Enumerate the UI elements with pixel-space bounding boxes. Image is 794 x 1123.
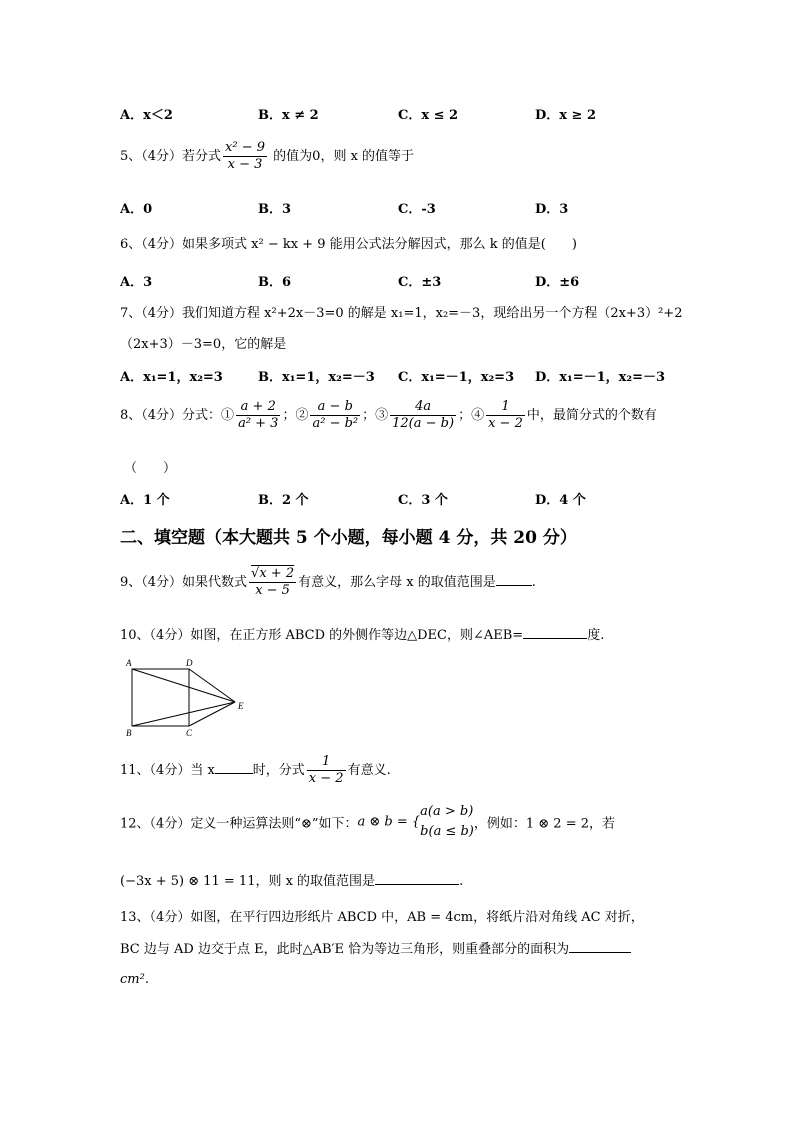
square-triangle-figure — [122, 655, 252, 740]
question-13-line-1: 13、（4分）如图，在平行四边形纸片 ABCD 中，AB = 4cm，将纸片沿对角线 AC 对折， — [120, 910, 644, 925]
square-abcd — [132, 669, 189, 726]
q7-option-b: B．x₁=1，x₂=－3 — [258, 370, 375, 385]
q9-numerator: √x + 2 — [251, 566, 295, 581]
q9-suffix: 有意义，那么字母 x 的取值范围是 — [298, 575, 496, 590]
question-13-unit: cm². — [120, 972, 149, 987]
question-10 — [120, 624, 604, 643]
q10-end: 度. — [587, 628, 605, 643]
question-11 — [120, 754, 391, 787]
q11-answer-blank[interactable] — [215, 761, 253, 774]
q9-fraction — [249, 566, 296, 599]
q11-mid: 时，分式 — [252, 763, 305, 778]
q4-option-a: A．x＜2 — [120, 108, 173, 123]
q8-f4-numerator: 1 — [501, 399, 510, 414]
q12-condition: (−3x + 5) ⊗ 11 = 11，则 x 的取值范围是 — [120, 874, 376, 889]
q7-option-a: A．x₁=1，x₂=3 — [120, 370, 223, 385]
q8-f2-numerator: a − b — [317, 399, 353, 414]
q11-suffix: 有意义. — [347, 763, 391, 778]
q5-suffix: 的值为0，则 x 的值等于 — [273, 149, 415, 164]
q11-prefix: 11、（4分）当 x — [120, 763, 215, 778]
q8-f2-denominator: a² − b² — [312, 416, 359, 431]
q8-option-b: B．2 个 — [258, 493, 309, 508]
q5-prefix: 5、（4分）若分式 — [120, 149, 222, 164]
q5-option-d: D．3 — [535, 202, 569, 217]
q5-denominator: x − 3 — [223, 156, 267, 173]
label-b: B — [126, 728, 132, 738]
q8-mark-3: ；③ — [362, 408, 389, 423]
q8-fraction-1 — [236, 399, 280, 432]
q8-prefix: 8、（4分）分式： — [120, 408, 222, 423]
q8-f3-numerator: 4a — [415, 399, 432, 414]
edge-ce — [189, 702, 235, 726]
q10-prefix: 10、（4分）如图，在正方形 ABCD 的外侧作等边△DEC，则∠AEB= — [120, 628, 524, 643]
q11-fraction — [307, 754, 346, 787]
q8-fraction-3 — [390, 399, 456, 432]
q8-option-a: A．1 个 — [120, 493, 170, 508]
edge-de — [189, 669, 235, 702]
q8-option-d: D．4 个 — [535, 493, 586, 508]
q12-end: . — [459, 874, 464, 889]
q12-case-2: b(a ≤ b) — [420, 824, 474, 839]
q8-answer-paren: （ ） — [124, 461, 177, 476]
section-2-title: 二、填空题（本大题共 5 个小题，每小题 4 分，共 20 分） — [120, 528, 577, 548]
q12-example: ，例如：1 ⊗ 2 = 2，若 — [473, 816, 616, 832]
q8-fraction-2 — [310, 399, 360, 432]
q6-option-a: A．3 — [120, 275, 153, 290]
question-7-line-1: 7、（4分）我们知道方程 x²+2x－3=0 的解是 x₁=1，x₂=－3，现给出另一个方程（2x+3）²+2 — [120, 306, 683, 321]
segment-be — [132, 702, 235, 726]
label-a: A — [126, 658, 132, 668]
question-8 — [120, 399, 657, 432]
q12-answer-blank[interactable] — [375, 872, 459, 885]
label-e: E — [238, 701, 244, 711]
q8-mark-2: ；② — [282, 408, 309, 423]
q8-mark-1: ① — [221, 408, 235, 423]
q8-f1-numerator: a + 2 — [240, 399, 276, 414]
question-9 — [120, 566, 536, 599]
q12-definition: a ⊗ b = { — [357, 814, 421, 830]
q6-option-d: D．±6 — [535, 275, 580, 290]
label-c: C — [186, 728, 193, 738]
q13-text: BC 边与 AD 边交于点 E，此时△AB′E 恰为等边三角形，则重叠部分的面积为 — [120, 942, 570, 957]
q9-end: . — [531, 575, 536, 590]
q5-numerator: x² − 9 — [225, 140, 266, 155]
q9-prefix: 9、（4分）如果代数式 — [120, 575, 248, 590]
q12-prefix: 12、（4分）定义一种运算法则“⊗”如下： — [120, 816, 358, 832]
q9-answer-blank[interactable] — [496, 573, 532, 586]
q5-option-b: B．3 — [258, 202, 292, 217]
q13-answer-blank[interactable] — [569, 940, 631, 953]
q9-denominator: x − 5 — [249, 582, 296, 599]
q4-option-d: D．x ≥ 2 — [535, 108, 597, 123]
q8-option-c: C．3 个 — [398, 493, 448, 508]
question-13-line-2 — [120, 938, 631, 957]
q5-fraction — [223, 140, 267, 173]
q7-option-c: C．x₁=－1，x₂=3 — [398, 370, 515, 385]
q4-option-b: B．x ≠ 2 — [258, 108, 319, 123]
q4-option-c: C．x ≤ 2 — [398, 108, 459, 123]
q8-fraction-4 — [486, 399, 525, 432]
q12-case-1: a(a > b) — [420, 804, 474, 819]
q12-cases — [420, 802, 474, 842]
q8-suffix: 中，最简分式的个数有 — [526, 408, 657, 423]
q5-option-c: C．-3 — [398, 202, 436, 217]
q8-mark-4: ；④ — [458, 408, 485, 423]
question-12-line-2 — [120, 870, 463, 889]
q8-f1-denominator: a² + 3 — [238, 416, 279, 431]
q11-denominator: x − 2 — [308, 771, 344, 786]
q7-option-d: D．x₁=－1，x₂=－3 — [535, 370, 666, 385]
question-6: 6、（4分）如果多项式 x² − kx + 9 能用公式法分解因式，那么 k 的值是( ) — [120, 237, 577, 252]
q5-option-a: A．0 — [120, 202, 153, 217]
q11-numerator: 1 — [322, 754, 331, 769]
label-d: D — [186, 658, 193, 668]
q8-f4-denominator: x − 2 — [488, 416, 523, 431]
question-12 — [120, 802, 615, 842]
q8-f3-denominator: 12(a − b) — [392, 416, 455, 431]
question-7-line-2: （2x+3）－3=0，它的解是 — [120, 337, 287, 352]
segment-ae — [132, 669, 235, 702]
q10-answer-blank[interactable] — [523, 626, 587, 639]
q6-option-b: B．6 — [258, 275, 292, 290]
q6-option-c: C．±3 — [398, 275, 442, 290]
question-5 — [120, 140, 414, 173]
